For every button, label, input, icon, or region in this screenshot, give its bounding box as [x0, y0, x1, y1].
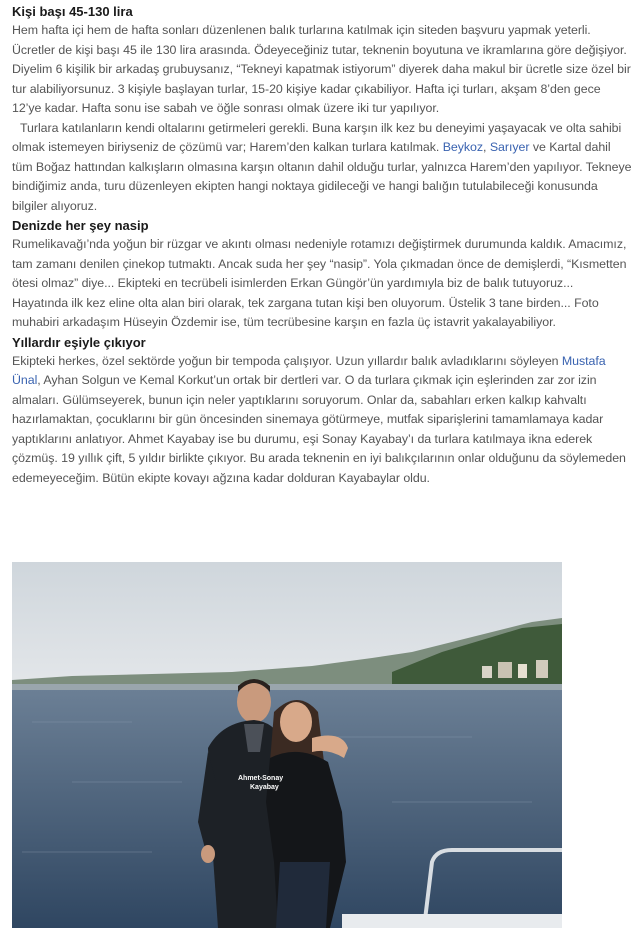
- inline-link[interactable]: Sarıyer: [489, 140, 530, 154]
- couple-photo: [12, 562, 562, 928]
- paragraph-text: Ekipteki herkes, özel sektörde yoğun bir tempoda çalışıyor. Uzun yıllardır balık avladıklarını söyleyen: [12, 353, 562, 368]
- photo-caption-line1: Ahmet-Sonay: [238, 775, 284, 782]
- paragraph-text: Turlara katılanların kendi oltalarını getirmeleri gerekli. Buna karşın ilk kez bu deneyimi yaşayacak ve olta sahibi olmak istemeyen biriyseniz de çözümü var; Harem’den kalkan turlara katılmak.: [12, 120, 622, 154]
- photo-caption-line2: Kayabay: [250, 784, 279, 791]
- paragraph-text: Rumelikavağı’nda yoğun bir rüzgar ve akıntı olması nedeniyle rotamızı değiştirmek durumunda kaldık. Amacımız, tam zamanı denilen çinekop tutmaktı. Ancak suda her şey “nasip”. Yola çıkmadan önce de demişlerdi, “Kısmetten ötesi olmaz” diye... Ekipteki en tecrübeli isimlerden Erkan Güngör’ün yardımıyla biz de balık tutuyoruz... Hayatında ilk kez eline olta alan biri olarak, tek zargana tutan kişi ben oluyorum. Üstelik 3 tane birden... Foto muhabiri arkadaşım Hüseyin Özdemir ise, tüm tecrübesine karşın en fazla üç istavrit yakalayabiliyor.: [12, 237, 627, 329]
- paragraph-text: , Ayhan Solgun ve Kemal Korkut’un ortak bir dertleri var. O da turlara çıkmak için eşlerinden zar zor izin almaları. Gülümseyerek, bunun için neler yaptıklarını soruyorum. Onlar da, sabahları erken kalkıp kahvaltı hazırlamaktan, çocuklarını bir gün öncesinden sinemaya götürmeye, mutfak siparişlerini tamamlamaya kadar yaptıklarını anlatıyor. Ahmet Kayabay ise bu durumu, eşi Sonay Kayabay’ı da turlara katılmaya ikna ederek çözmüş. 19 yıllık çift, 5 yıldır birlikte çıkıyor. Bu arada teknenin en iyi balıkçılarının onlar olduğunu da söylemeden edemeyeceğim. Bütün ekipte kovayı ağzına kadar dolduran Kayabaylar oldu.: [12, 373, 626, 485]
- article-paragraph: [12, 21, 632, 119]
- article-paragraph: [12, 119, 632, 217]
- section-heading: Kişi başı 45-130 lira: [12, 4, 133, 19]
- paragraph-text: Hem hafta içi hem de hafta sonları düzenlenen balık turlarına katılmak için siteden başvuru yapmak yeterli. Ücretler de kişi başı 45 ile 130 lira arasında. Ödeyeceğiniz tutar, teknenin boyutuna ve ikramlarına göre değişiyor. Diyelim 6 kişilik bir arkadaş grubuysanız, “Tekneyi kapatmak istiyorum” diyerek daha makul bir ücretle size özel bir tur alabiliyorsunuz. 3 kişiyle başlayan turlar, 15-20 kişiye kadar çıkabiliyor. Hafta içi turları, akşam 8’den gece 12’ye kadar. Hafta sonu ise sabah ve öğle sonrası olmak üzere iki tur yapılıyor.: [12, 23, 631, 115]
- article-paragraph: [12, 352, 632, 489]
- article-paragraph: [12, 235, 632, 333]
- section-heading: Yıllardır eşiyle çıkıyor: [12, 334, 146, 350]
- inline-link[interactable]: Beykoz: [442, 140, 484, 154]
- article-body: [12, 2, 632, 488]
- article-photo: [12, 562, 562, 928]
- paragraph-text: ,: [483, 140, 490, 154]
- paragraph-text: ve Kartal dahil tüm Boğaz hattından kalkışların olmasına karşın oltanın dahil olduğu turlar, yalnızca Harem’den yapılıyor. Tekneye bindiğimiz anda, turu düzenleyen ekipten hangi noktaya gidileceği ve hangi balığın tutulabileceği konusunda bilgiler alıyoruz.: [12, 140, 632, 213]
- section-heading: Denizde her şey nasip: [12, 218, 149, 233]
- inline-link[interactable]: Mustafa Ünal: [12, 353, 606, 387]
